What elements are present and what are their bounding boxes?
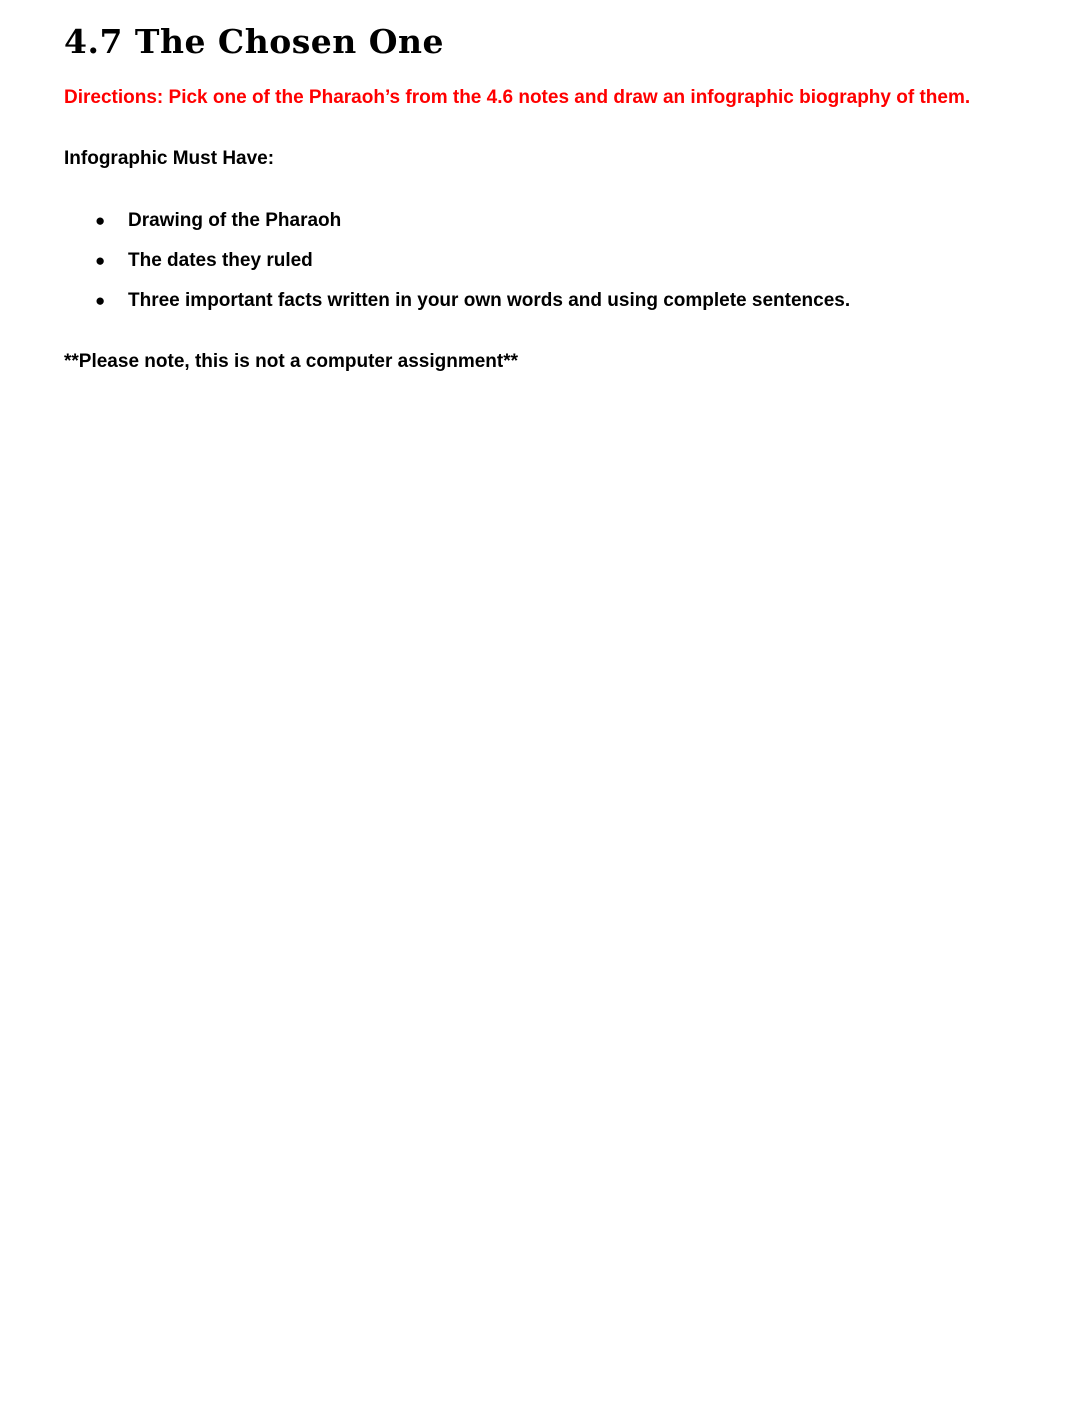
assignment-note: **Please note, this is not a computer assignment** bbox=[64, 351, 519, 372]
bullet-icon: ● bbox=[95, 251, 106, 270]
must-have-heading: Infographic Must Have: bbox=[64, 148, 275, 169]
requirement-text: The dates they ruled bbox=[128, 250, 313, 271]
page-title: 4.7 The Chosen One bbox=[64, 22, 444, 61]
requirement-text: Three important facts written in your own words and using complete sentences. bbox=[128, 290, 851, 311]
bullet-icon: ● bbox=[95, 291, 106, 310]
requirement-text: Drawing of the Pharaoh bbox=[128, 210, 342, 231]
directions-text: Directions: Pick one of the Pharaoh’s from the 4.6 notes and draw an infographic biography of them. bbox=[64, 87, 971, 108]
bullet-icon: ● bbox=[95, 211, 106, 230]
